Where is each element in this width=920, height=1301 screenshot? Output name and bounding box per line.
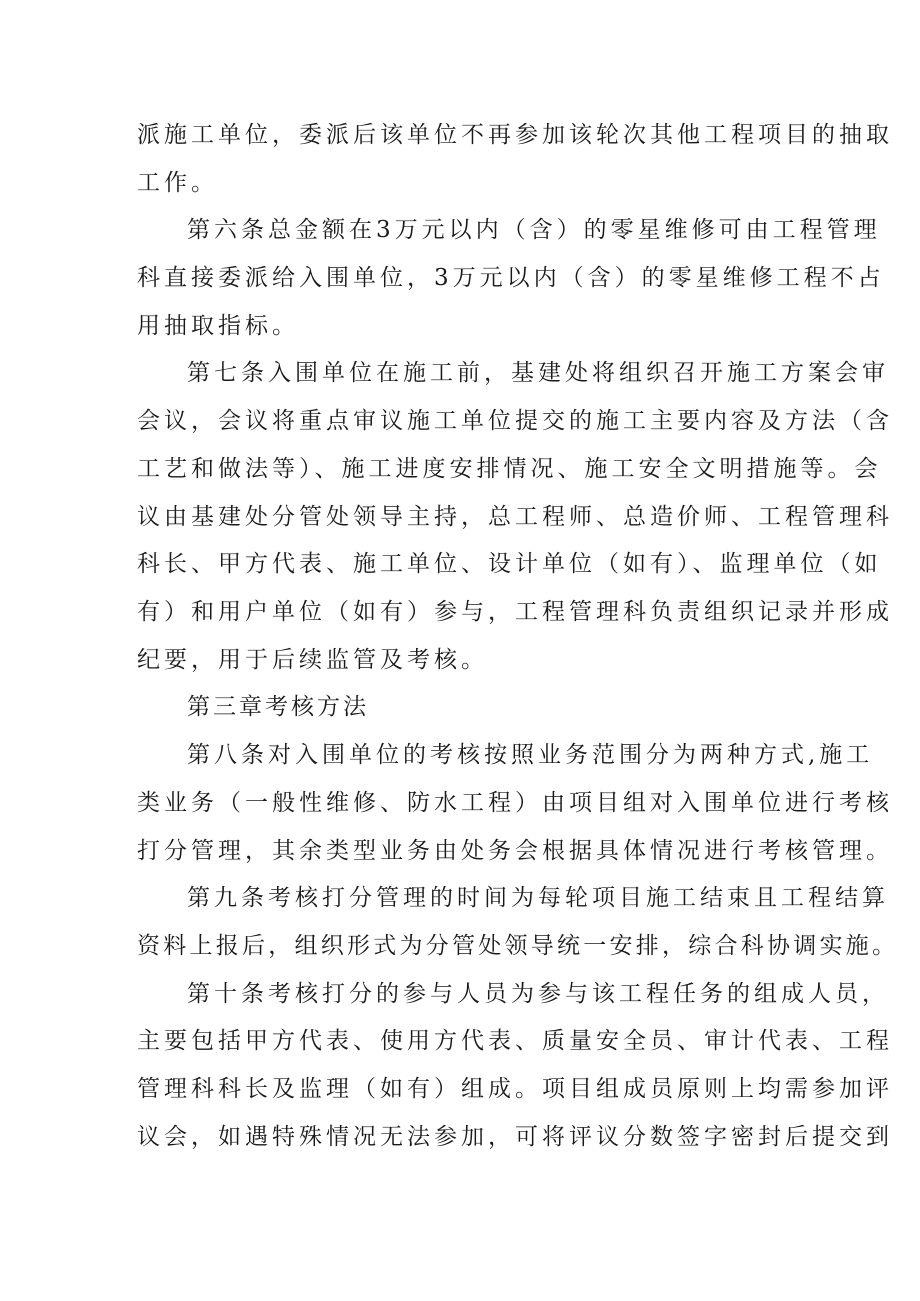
text-line: 会议，会议将重点审议施工单位提交的施工主要内容及方法（含 xyxy=(137,408,893,434)
text-line: 用抽取指标。 xyxy=(137,313,299,339)
text-line: 工作。 xyxy=(137,170,218,196)
text-line: 有）和用户单位（如有）参与，工程管理科负责组织记录并形成 xyxy=(137,599,893,625)
text-line: 纪要，用于后续监管及考核。 xyxy=(137,647,488,673)
article-8-line: 第八条对入围单位的考核按照业务范围分为两种方式,施工 xyxy=(187,742,874,768)
text-line: 类业务（一般性维修、防水工程）由项目组对入围单位进行考核 xyxy=(137,790,893,816)
text-line: 工艺和做法等）、施工进度安排情况、施工安全文明措施等。会 xyxy=(137,456,882,482)
chapter-heading: 第三章考核方法 xyxy=(187,694,369,720)
article-6-line: 第六条总金额在3万元以内（含）的零星维修可由工程管理 xyxy=(187,217,881,243)
article-7-line: 第七条入围单位在施工前，基建处将组织召开施工方案会审 xyxy=(187,360,889,386)
text-line: 议由基建处分管处领导主持，总工程师、总造价师、工程管理科 xyxy=(137,504,893,530)
text-line: 打分管理，其余类型业务由处务会根据具体情况进行考核管理。 xyxy=(137,838,893,864)
article-10-line: 第十条考核打分的参与人员为参与该工程任务的组成人员， xyxy=(187,981,889,1007)
article-9-line: 第九条考核打分管理的时间为每轮项目施工结束且工程结算 xyxy=(187,885,889,911)
text-line: 资料上报后，组织形式为分管处领导统一安排，综合科协调实施。 xyxy=(137,933,899,959)
text-line: 科长、甲方代表、施工单位、设计单位（如有）、监理单位（如 xyxy=(137,551,882,577)
text-line: 管理科科长及监理（如有）组成。项目组成员原则上均需参加评 xyxy=(137,1076,893,1102)
text-line: 议会，如遇特殊情况无法参加，可将评议分数签字密封后提交到 xyxy=(137,1124,893,1150)
text-line: 派施工单位，委派后该单位不再参加该轮次其他工程项目的抽取 xyxy=(137,122,893,148)
text-line: 科直接委派给入围单位，3万元以内（含）的零星维修工程不占 xyxy=(137,265,885,291)
text-line: 主要包括甲方代表、使用方代表、质量安全员、审计代表、工程 xyxy=(137,1028,893,1054)
